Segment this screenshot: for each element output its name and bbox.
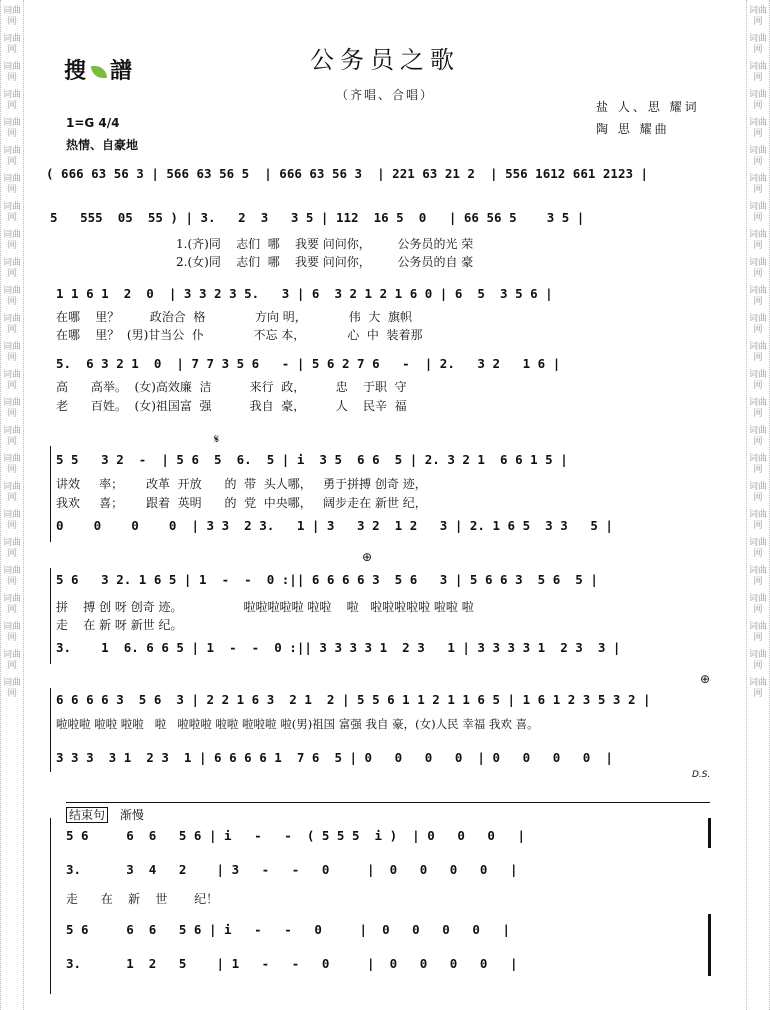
- notation-line: 6 6 6 6 3 5 6 3 | 2 2 1 6 3 2 1 2 | 5 5 6 1 1 2 1 1 6 5 | 1 6 1 2 3 5 3 2 |: [56, 692, 651, 707]
- left-watermark-column: [0, 0, 24, 1010]
- watermark-text: 词曲网: [748, 678, 767, 699]
- watermark-text: 词曲网: [2, 90, 21, 111]
- alto-line: 3. 3 4 2 | 3 - - 0 | 0 0 0 0 |: [66, 862, 518, 877]
- watermark-text: 词曲网: [748, 118, 767, 139]
- notation-line: 1 1 6 1 2 0 | 3 3 2 3 5. 3 | 6 3 2 1 2 1 6 0 | 6 5 3 5 6 |: [56, 286, 553, 301]
- watermark-text: 词曲网: [2, 650, 21, 671]
- section-rule: [66, 802, 710, 803]
- watermark-text: 词曲网: [2, 510, 21, 531]
- logo-text-right: 譜: [110, 58, 135, 84]
- watermark-text: 词曲网: [2, 678, 21, 699]
- watermark-text: 词曲网: [748, 454, 767, 475]
- watermark-text: 词曲网: [748, 230, 767, 251]
- watermark-text: 词曲网: [2, 426, 21, 447]
- watermark-text: 词曲网: [2, 258, 21, 279]
- watermark-text: 词曲网: [2, 454, 21, 475]
- watermark-text: 词曲网: [748, 6, 767, 27]
- watermark-text: 词曲网: [748, 594, 767, 615]
- watermark-text: 词曲网: [748, 538, 767, 559]
- watermark-text: 词曲网: [748, 258, 767, 279]
- lyric-line: 在哪 里？ 政治合 格 方向 明， 伟 大 旗帜: [56, 310, 413, 324]
- lyric-line: 讲效 率； 改革 开放 的 带 头人哪， 勇于拼搏 创奇 迹，: [56, 477, 427, 491]
- key-signature: 1=G 4/4: [66, 116, 120, 130]
- watermark-text: 词曲网: [748, 286, 767, 307]
- composer-credit: 陶 思 耀曲: [596, 122, 670, 136]
- watermark-text: 词曲网: [748, 370, 767, 391]
- notation-line: 5. 6 3 2 1 0 | 7 7 3 5 6 - | 5 6 2 7 6 - | 2. 3 2 1 6 |: [56, 356, 561, 371]
- watermark-text: 词曲网: [748, 62, 767, 83]
- watermark-text: 词曲网: [2, 594, 21, 615]
- coda-sign: ⊕: [700, 672, 711, 686]
- ending-section-label: [66, 806, 144, 823]
- final-barline: [708, 914, 711, 976]
- watermark-text: 词曲网: [2, 174, 21, 195]
- ds-marking: D.S.: [692, 770, 711, 780]
- system-bracket: [50, 688, 51, 772]
- watermark-text: 词曲网: [748, 90, 767, 111]
- watermark-text: 词曲网: [748, 146, 767, 167]
- lyric-line: 高 高举。 (女)高效廉 洁 来行 政， 忠 于职 守: [56, 380, 407, 394]
- lyric-line: 走 在 新 呀 新世 纪。: [56, 618, 183, 632]
- lyricist-credit: 盐 人、思 耀词: [596, 100, 700, 114]
- lyric-line: 拼 搏 创 呀 创奇 迹。 啦啦啦啦啦 啦啦 啦 啦啦啦啦啦 啦啦 啦: [56, 600, 474, 614]
- watermark-text: 词曲网: [748, 650, 767, 671]
- watermark-text: 词曲网: [2, 342, 21, 363]
- watermark-text: 词曲网: [2, 370, 21, 391]
- lower-voice-line: 3. 1 2 5 | 1 - - 0 | 0 0 0 0 |: [66, 956, 518, 971]
- watermark-text: 词曲网: [748, 622, 767, 643]
- lyric-line: 啦啦啦 啦啦 啦啦 啦 啦啦啦 啦啦 啦啦啦 啦(男)祖国 富强 我自 豪，(女)人民 幸福 我欢 喜。: [56, 717, 539, 731]
- system-bracket: [50, 446, 51, 542]
- lyric-line: 我欢 喜； 跟着 英明 的 党 中央哪， 阔步走在 新世 纪，: [56, 496, 427, 510]
- watermark-text: 词曲网: [2, 118, 21, 139]
- watermark-text: 词曲网: [748, 398, 767, 419]
- tempo-marking: 热情、自豪地: [66, 138, 139, 152]
- ending-label: 结束句: [66, 807, 108, 823]
- watermark-text: 词曲网: [2, 202, 21, 223]
- watermark-text: 词曲网: [2, 538, 21, 559]
- lower-voice-line: 3 3 3 3 1 2 3 1 | 6 6 6 6 1 7 6 5 | 0 0 0 0 | 0 0 0 0 |: [56, 750, 613, 765]
- notation-line: 5 5 3 2 - | 5 6 5 6. 5 | i 3 5 6 6 5 | 2. 3 2 1 6 6 1 5 |: [56, 452, 568, 467]
- watermark-text: 词曲网: [748, 174, 767, 195]
- right-watermark-column: [746, 0, 770, 1010]
- final-barline: [708, 818, 711, 848]
- logo-text-left: 搜: [64, 58, 89, 84]
- watermark-text: 词曲网: [748, 566, 767, 587]
- watermark-text: 词曲网: [748, 426, 767, 447]
- notation-line: 5 6 6 6 5 6 | i - - ( 5 5 5 i ) | 0 0 0 |: [66, 828, 526, 843]
- site-logo[interactable]: [64, 54, 134, 85]
- leaf-icon: [91, 66, 107, 78]
- song-subtitle: （齐唱、合唱）: [335, 88, 434, 102]
- ending-tempo: 渐慢: [119, 808, 144, 822]
- watermark-text: 词曲网: [2, 146, 21, 167]
- lyric-line: 老 百姓。 (女)祖国富 强 我自 豪， 人 民辛 福: [56, 399, 407, 413]
- watermark-text: 词曲网: [2, 398, 21, 419]
- watermark-text: 词曲网: [748, 202, 767, 223]
- lyric-line: 在哪 里？ (男)甘当公 仆 不忘 本， 心 中 装着那: [56, 328, 423, 342]
- lower-voice-line: 3. 1 6. 6 6 5 | 1 - - 0 :|| 3 3 3 3 1 2 3 1 | 3 3 3 3 1 2 3 3 |: [56, 640, 621, 655]
- notation-line: 5 6 3 2. 1 6 5 | 1 - - 0 :|| 6 6 6 6 3 5 6 3 | 5 6 6 3 5 6 5 |: [56, 572, 598, 587]
- song-title: 公务员之歌: [310, 46, 460, 74]
- coda-sign: ⊕: [362, 550, 373, 564]
- watermark-text: 词曲网: [2, 6, 21, 27]
- watermark-text: 词曲网: [2, 622, 21, 643]
- watermark-text: 词曲网: [748, 482, 767, 503]
- watermark-text: 词曲网: [2, 566, 21, 587]
- watermark-text: 词曲网: [2, 230, 21, 251]
- lyric-line: 1.(齐)同 志们 哪 我要 问问你， 公务员的光 荣: [176, 237, 474, 251]
- notation-line: ( 666 63 56 3 | 566 63 56 5 | 666 63 56 3 | 221 63 21 2 | 556 1612 661 2123 |: [46, 166, 649, 181]
- watermark-text: 词曲网: [748, 342, 767, 363]
- notation-line: 5 6 6 6 5 6 | i - - 0 | 0 0 0 0 |: [66, 922, 511, 937]
- system-bracket: [50, 568, 51, 664]
- lower-voice-line: 0 0 0 0 | 3 3 2 3. 1 | 3 3 2 1 2 3 | 2. 1 6 5 3 3 5 |: [56, 518, 613, 533]
- watermark-text: 词曲网: [748, 314, 767, 335]
- watermark-text: 词曲网: [2, 482, 21, 503]
- notation-line: 5 555 05 55 ) | 3. 2 3 3 5 | 112 16 5 0 | 66 56 5 3 5 |: [50, 210, 585, 225]
- segno-sign: 𝄋: [214, 432, 220, 446]
- lyric-line: 2.(女)同 志们 哪 我要 问问你， 公务员的自 豪: [176, 255, 474, 269]
- watermark-text: 词曲网: [2, 34, 21, 55]
- watermark-text: 词曲网: [748, 34, 767, 55]
- lyric-line: 走 在 新 世 纪！: [66, 892, 219, 906]
- watermark-text: 词曲网: [748, 510, 767, 531]
- watermark-text: 词曲网: [2, 286, 21, 307]
- system-bracket: [50, 818, 51, 994]
- watermark-text: 词曲网: [2, 314, 21, 335]
- watermark-text: 词曲网: [2, 62, 21, 83]
